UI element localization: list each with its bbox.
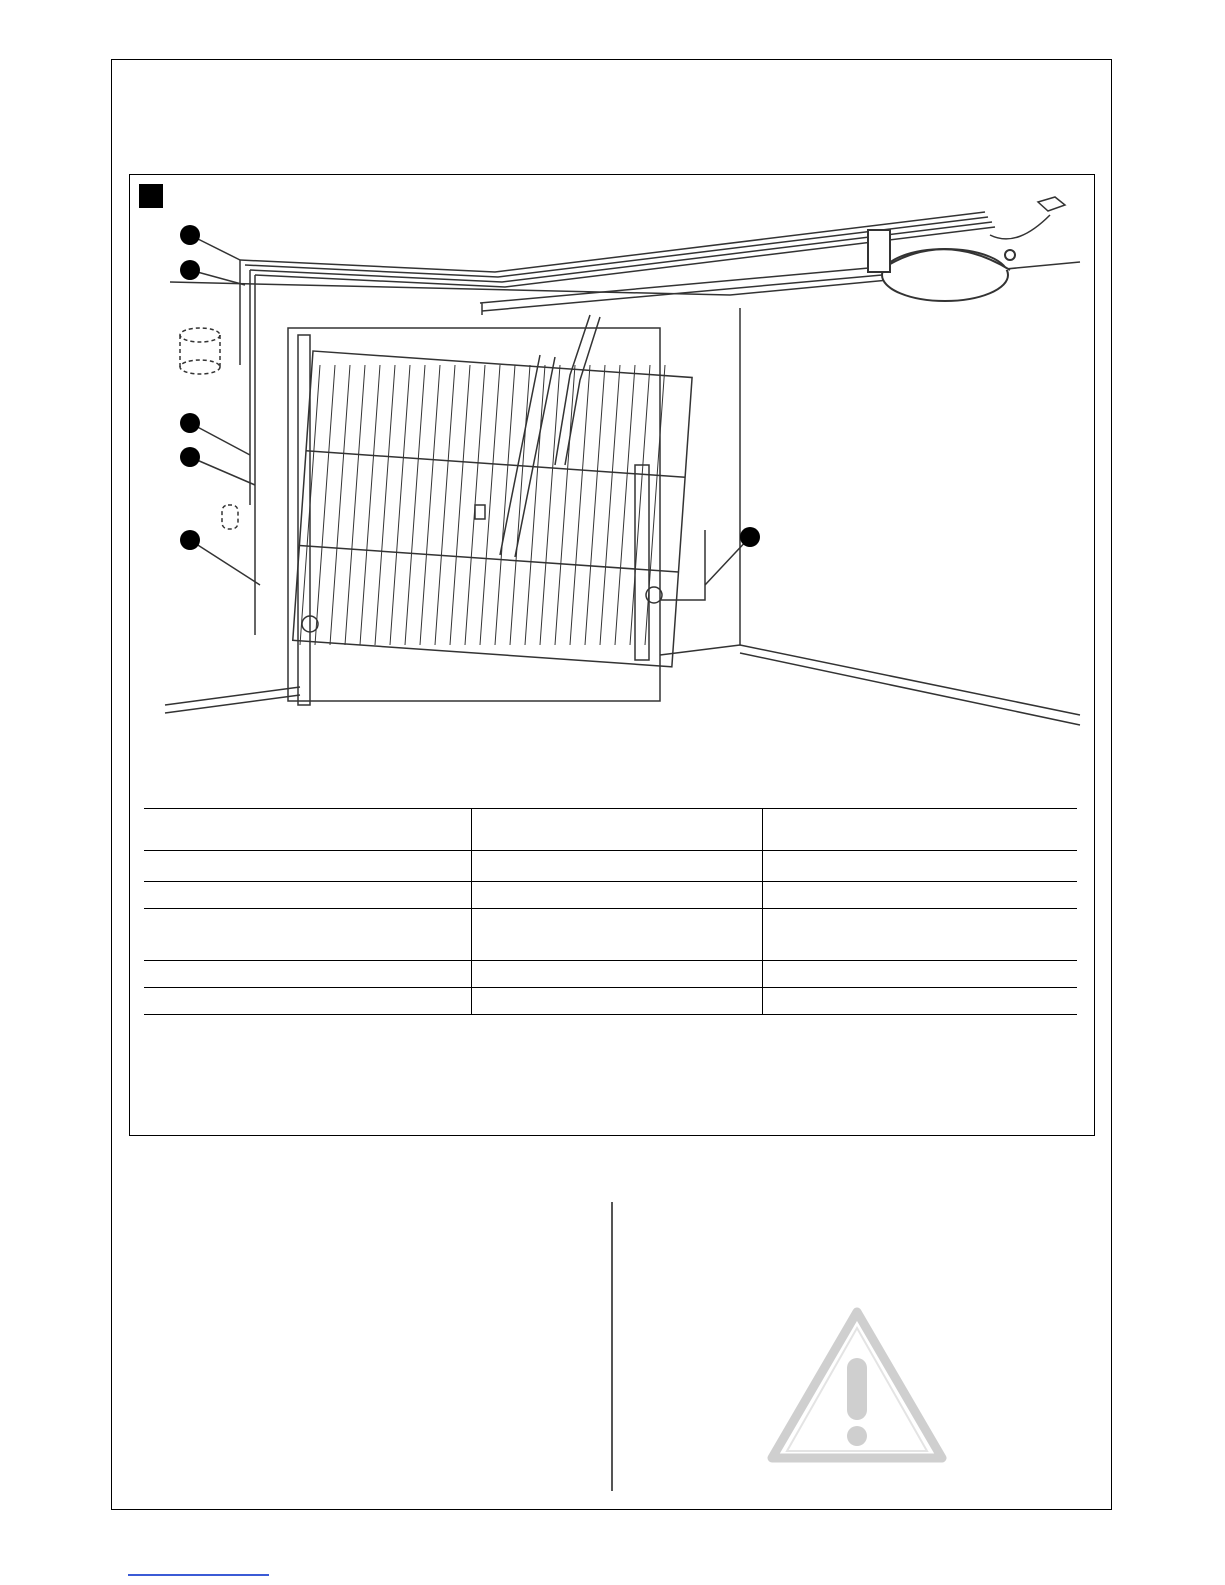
key-selector-icon (222, 505, 238, 529)
table-cell (144, 909, 472, 961)
callout-4 (180, 447, 200, 467)
table-cell (144, 851, 472, 882)
garage-installation-illustration (130, 175, 1094, 765)
power-cable (990, 215, 1050, 239)
table-cell (144, 961, 472, 988)
table-cell (763, 809, 1078, 851)
floor-right (660, 645, 1080, 725)
column-divider (611, 1202, 613, 1491)
callout-leaders (190, 235, 750, 585)
table-cell (144, 988, 472, 1015)
callout-5 (180, 530, 200, 550)
table-cell (763, 882, 1078, 909)
table-cell (763, 988, 1078, 1015)
table-cell (472, 809, 763, 851)
callout-2 (180, 260, 200, 280)
callout-1 (180, 225, 200, 245)
table-cell (763, 961, 1078, 988)
footer-link-rule (128, 1574, 269, 1576)
table-cell (763, 851, 1078, 882)
table-cell (472, 851, 763, 882)
callout-3 (180, 413, 200, 433)
table-cell (472, 909, 763, 961)
garage-door-opener-icon (868, 230, 1015, 301)
table-cell (472, 882, 763, 909)
flashing-light-icon (180, 328, 220, 374)
callout-dots (180, 225, 760, 550)
wiring-table (144, 808, 1077, 1015)
ceiling-power-outlet-icon (1038, 197, 1065, 211)
floor-left (165, 687, 300, 713)
warning-triangle-icon (767, 1306, 947, 1466)
table-cell (144, 809, 472, 851)
callout-6 (740, 527, 760, 547)
table-cell (472, 961, 763, 988)
table-cell (763, 909, 1078, 961)
table-cell (472, 988, 763, 1015)
table-cell (144, 882, 472, 909)
